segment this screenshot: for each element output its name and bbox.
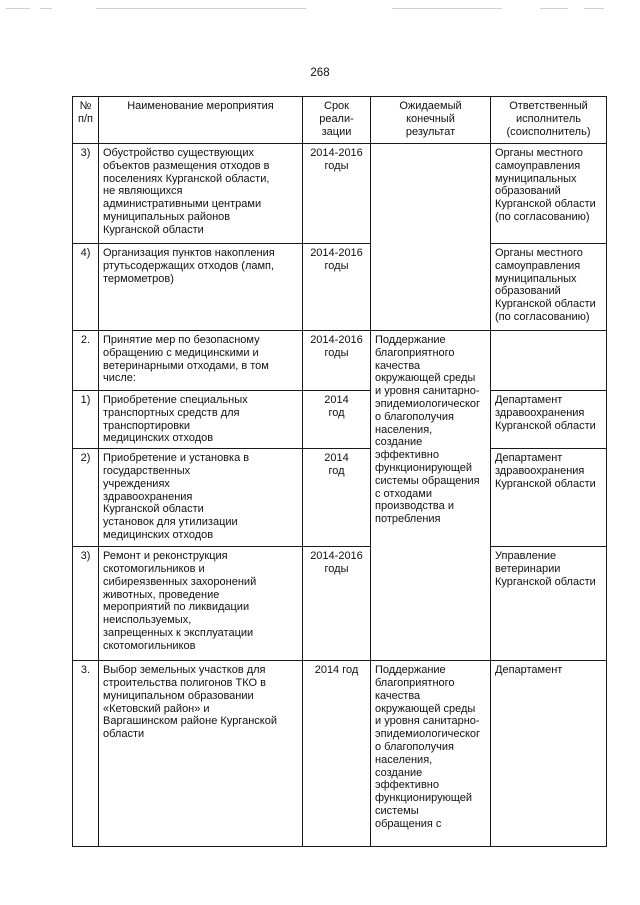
table-row [73, 661, 607, 847]
row-executor: Департамент здравоохранения Курганской области [491, 449, 607, 547]
row-executor: Департамент [491, 661, 607, 847]
row-name: Обустройство существующих объектов размещения отходов в поселениях Курганской области, не являющихся административными центрами муниципальных районов Курганской области [99, 144, 303, 244]
row-executor: Органы местного самоуправления муниципальных образований Курганской области (по согласованию) [491, 244, 607, 331]
header-name: Наименование мероприятия [99, 97, 303, 144]
scan-artifact-line [0, 8, 640, 12]
row-term: 2014 год [303, 449, 371, 547]
measures-table [72, 96, 607, 847]
row-result: Поддержание благоприятного качества окружающей среды и уровня санитарно- эпидемиологическог о благополучия населения, создание эффективно функционирующей системы обращения с [371, 661, 491, 847]
header-result: Ожидаемый конечный результат [371, 97, 491, 144]
table-row [73, 144, 607, 244]
row-name: Принятие мер по безопасному обращению с медицинскими и ветеринарными отходами, в том числе: [99, 331, 303, 391]
header-executor: Ответственный исполнитель (соисполнитель) [491, 97, 607, 144]
table-row [73, 547, 607, 661]
row-executor: Управление ветеринарии Курганской области [491, 547, 607, 661]
row-num: 3. [73, 661, 99, 847]
header-term: Срок реали- зации [303, 97, 371, 144]
row-term: 2014 год [303, 391, 371, 449]
row-executor [491, 331, 607, 391]
row-executor: Органы местного самоуправления муниципальных образований Курганской области (по согласованию) [491, 144, 607, 244]
table-row [73, 331, 607, 391]
row-name: Ремонт и реконструкция скотомогильников и сибиреязвенных захоронений животных, проведение мероприятий по ликвидации неиспользуемых, запрещенных к эксплуатации скотомогильников [99, 547, 303, 661]
row-result-empty [371, 144, 491, 331]
row-name: Организация пунктов накопления ртутьсодержащих отходов (ламп, термометров) [99, 244, 303, 331]
row-result: Поддержание благоприятного качества окружающей среды и уровня санитарно- эпидемиологическог о благополучия населения, создание эффективно функционирующей системы обращения с отходами производства и потребления [371, 331, 491, 661]
row-num: 2. [73, 331, 99, 391]
row-term: 2014-2016 годы [303, 331, 371, 391]
row-executor: Департамент здравоохранения Курганской области [491, 391, 607, 449]
row-term: 2014-2016 годы [303, 144, 371, 244]
row-term: 2014 год [303, 661, 371, 847]
page-number: 268 [310, 67, 330, 79]
row-term: 2014-2016 годы [303, 244, 371, 331]
table-header-row [73, 97, 607, 144]
row-num: 1) [73, 391, 99, 449]
row-num: 3) [73, 547, 99, 661]
row-name: Приобретение и установка в государственных учреждениях здравоохранения Курганской области установок для утилизации медицинских отходов [99, 449, 303, 547]
table-row [73, 391, 607, 449]
table-row [73, 449, 607, 547]
row-num: 3) [73, 144, 99, 244]
row-name: Выбор земельных участков для строительства полигонов ТКО в муниципальном образовании «Кетовский район» и Варгашинском районе Курганской области [99, 661, 303, 847]
header-num: № п/п [73, 97, 99, 144]
row-name: Приобретение специальных транспортных средств для транспортировки медицинских отходов [99, 391, 303, 449]
table-row [73, 244, 607, 331]
row-num: 2) [73, 449, 99, 547]
row-term: 2014-2016 годы [303, 547, 371, 661]
row-num: 4) [73, 244, 99, 331]
